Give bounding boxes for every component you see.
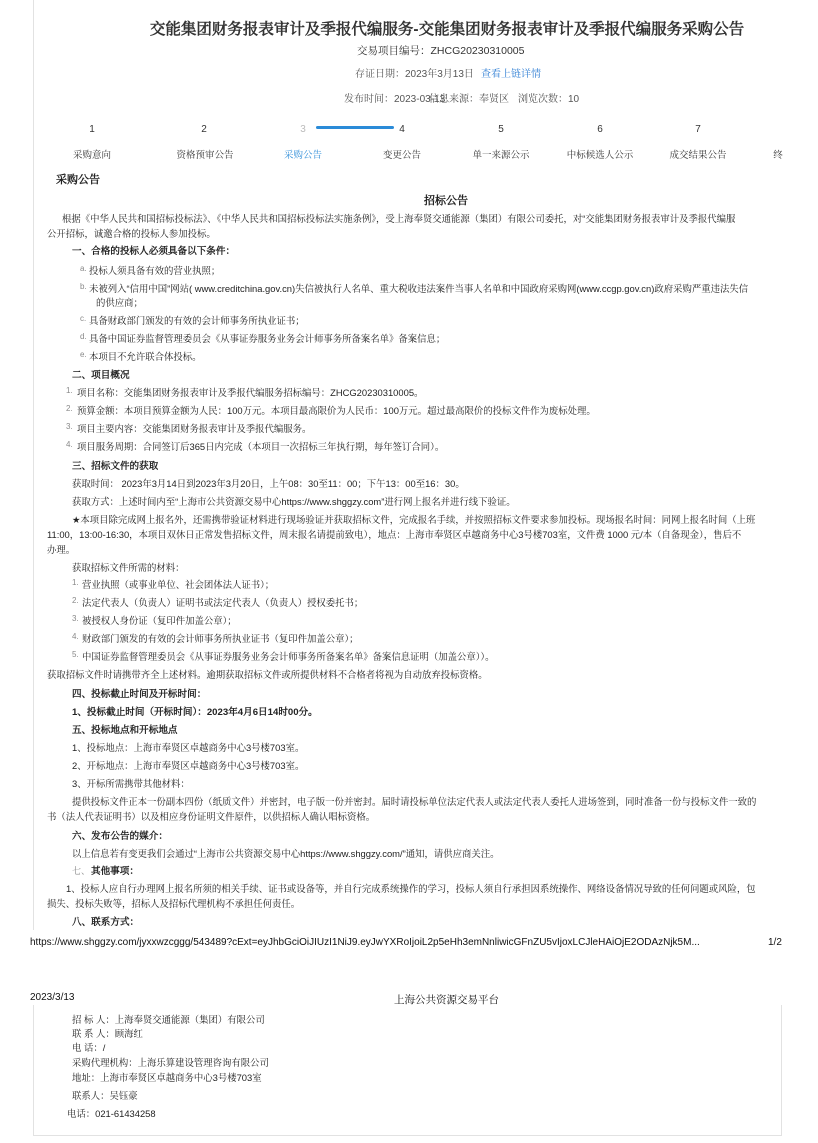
list-marker: b. — [80, 282, 87, 291]
page-number: 1/2 — [768, 937, 782, 948]
contact-line: 地址：上海市奉贤区卓越商务中心3号楼703室 — [72, 1072, 262, 1083]
location-note: 提供投标文件正本一份副本四份（纸质文件）并密封，电子版一份并密封。届时请投标单位法定代表人或法定代表人委托人进场签到，同时准备一份与投标文件一致的 — [72, 796, 757, 807]
list-item: 本项目不允许联合体投标。 — [89, 351, 202, 362]
step-single-source[interactable]: 单一来源公示 — [472, 150, 530, 161]
list-item: 项目主要内容：交能集团财务报表审计及季报代编服务。 — [77, 423, 312, 434]
acquisition-method: 获取方式：上述时间内至“上海市公共资源交易中心https://www.shggzy.com”进行网上报名并进行线下验证。 — [72, 496, 516, 507]
contact-line: 电话：021-61434258 — [67, 1108, 156, 1119]
list-item: 财政部门颁发的有效的会计师事务所执业证书（复印件加盖公章）； — [82, 633, 359, 644]
list-item: 具备中国证券监督管理委员会《从事证券服务业务会计师事务所备案名单》备案信息； — [89, 333, 446, 344]
list-item: 的供应商； — [96, 297, 143, 308]
step-number: 2 — [201, 124, 207, 135]
section-6-heading: 六、发布公告的媒介： — [72, 831, 168, 842]
step-number: 3 — [300, 124, 306, 135]
page-url: https://www.shggzy.com/jyxxwzcggg/543489?cExt=eyJhbGciOiJIUzI1NiJ9.eyJwYXRoIjoiL2p5eHh3emNnliwicGFnZU5vIjoxLCJleHAiOjE2ODAzNjk5M... — [30, 937, 700, 948]
list-marker: 4. — [66, 440, 73, 449]
list-marker: a. — [80, 264, 87, 273]
intro-text: 公开招标，诚邀合格的投标人参加投标。 — [47, 228, 216, 239]
acquisition-time: 获取时间： 2023年3月14日到2023年3月20日，上午08：30至11：00；下午13：00至16：30。 — [72, 478, 465, 489]
section-4-heading: 四、投标截止时间及开标时间： — [72, 689, 207, 700]
list-item: 营业执照（或事业单位、社会团体法人证书）； — [82, 579, 275, 590]
step-procurement-notice[interactable]: 采购公告 — [283, 150, 322, 161]
step-number: 6 — [597, 124, 603, 135]
other-matters-text: 1、投标人应自行办理网上报名所须的相关手续、证书或设备等，并自行完成系统操作的学习，投标人须自行承担因系统操作、网络设备情况导致的任何问题或风险，包 — [66, 883, 756, 894]
info-source: 信息来源：奉贤区 — [429, 94, 509, 105]
section-5-heading: 五、投标地点和开标地点 — [72, 725, 178, 736]
location-item: 1、投标地点：上海市奉贤区卓越商务中心3号楼703室。 — [72, 742, 305, 753]
deadline-text: 1、投标截止时间（开标时间）：2023年4月6日14时00分。 — [72, 707, 318, 718]
section-7-heading: 其他事项： — [91, 866, 139, 877]
location-item: 2、开标地点：上海市奉贤区卓越商务中心3号楼703室。 — [72, 760, 305, 771]
list-marker: 七、 — [72, 866, 91, 876]
onsite-notice: 11:00，13:00-16:30，本项目双休日正常发售招标文件，周末报名请提前致电），地点：上海市奉贤区卓越商务中心3号楼703室，文件费 1000 元/本（自备现金），售后不 — [47, 529, 742, 540]
step-number: 7 — [695, 124, 701, 135]
section-2-heading: 二、项目概况 — [72, 370, 130, 381]
print-date: 2023/3/13 — [30, 992, 75, 1003]
list-item: 项目服务周期：合同签订后365日内完成（本项目一次招标三年执行期，每年签订合同）。 — [77, 441, 445, 452]
list-marker: 3. — [66, 422, 73, 431]
step-change-notice[interactable]: 变更公告 — [382, 150, 421, 161]
contact-line: 电 话：/ — [72, 1042, 106, 1053]
project-number: 交易项目编号：ZHCG20230310005 — [357, 45, 525, 57]
view-count: 浏览次数：10 — [518, 94, 580, 105]
list-item: 未被列入“信用中国”网站( www.creditchina.gov.cn)失信被执行人名单、重大税收违法案件当事人名单和中国政府采购网(www.ccgp.gov.cn)政府采购严重违法失信 — [89, 283, 749, 294]
step-prequalification[interactable]: 资格预审公告 — [176, 150, 234, 161]
contact-line: 采购代理机构：上海乐算建设管理咨询有限公司 — [72, 1057, 269, 1068]
onsite-notice: 办理。 — [47, 544, 76, 555]
other-matters-text: 损失、投标失败等，招标人及招标代理机构不承担任何责任。 — [47, 898, 301, 909]
publish-time: 发布时间：2023-03-13 — [344, 94, 446, 105]
page-title: 交能集团财务报表审计及季报代编服务-交能集团财务报表审计及季报代编服务采购公告 — [149, 21, 745, 38]
notice-heading: 招标公告 — [424, 195, 468, 207]
list-marker: 5. — [72, 650, 79, 659]
list-item: 中国证券监督管理委员会《从事证券服务业务会计师事务所备案名单》备案信息证明（加盖公章））。 — [82, 651, 495, 662]
list-marker: 2. — [66, 404, 73, 413]
list-item: 被授权人身份证（复印件加盖公章）； — [82, 615, 237, 626]
section-1-heading: 一、合格的投标人必须具备以下条件： — [72, 246, 236, 257]
materials-note: 获取招标文件时请携带齐全上述材料。逾期获取招标文件或所提供材料不合格者将视为自动放弃投标资格。 — [47, 669, 488, 680]
contact-line: 联 系 人：顾海红 — [72, 1028, 143, 1039]
contact-line: 联系人：吴钰豪 — [72, 1090, 138, 1101]
location-item: 3、开标所需携带其他材料： — [72, 778, 190, 789]
list-item: 预算金额：本项目预算金额为人民：100万元。本项目最高限价为人民币：100万元。超过最高限价的投标文件作为废标处理。 — [77, 405, 596, 416]
location-note: 书（法人代表证明书）以及相应身份证明文件原件，以供招标人确认唱标资格。 — [47, 811, 376, 822]
list-marker: 3. — [72, 614, 79, 623]
onsite-notice: ★本项目除完成网上报名外，还需携带验证材料进行现场验证并获取招标文件，完成报名手续，并按照招标文件要求参加投标。现场报名时间：同网上报名时间（上班 — [72, 514, 756, 525]
step-purchase-intent[interactable]: 采购意向 — [72, 150, 111, 161]
list-marker: e. — [80, 350, 87, 359]
site-name: 上海公共资源交易平台 — [394, 994, 499, 1006]
list-marker: 2. — [72, 596, 79, 605]
chain-details-link[interactable]: 查看上链详情 — [481, 69, 541, 80]
step-result-notice[interactable]: 成交结果公告 — [669, 150, 727, 161]
list-item: 具备财政部门颁发的有效的会计师事务所执业证书； — [89, 315, 305, 326]
list-item: 投标人须具备有效的营业执照； — [89, 265, 221, 276]
section-title: 采购公告 — [56, 174, 100, 186]
intro-text: 根据《中华人民共和国招标投标法》、《中华人民共和国招标投标法实施条例》，受上海奉贤交通能源（集团）有限公司委托，对“交能集团财务报表审计及季报代编服 — [62, 213, 736, 224]
step-candidate-notice[interactable]: 中标候选人公示 — [566, 150, 634, 161]
media-text: 以上信息若有变更我们会通过“上海市公共资源交易中心https://www.shggzy.com/”通知，请供应商关注。 — [72, 848, 500, 859]
list-marker: d. — [80, 332, 87, 341]
list-marker: 1. — [72, 578, 79, 587]
step-termination[interactable]: 终 — [773, 150, 783, 161]
list-item: 项目名称：交能集团财务报表审计及季报代编服务招标编号：ZHCG20230310005。 — [77, 387, 424, 398]
step-number: 5 — [498, 124, 504, 135]
deposit-date: 存证日期：2023年3月13日 — [355, 69, 474, 80]
step-number: 1 — [89, 124, 95, 135]
list-item: 法定代表人（负责人）证明书或法定代表人（负责人）授权委托书； — [82, 597, 364, 608]
materials-heading: 获取招标文件所需的材料： — [72, 562, 185, 573]
list-marker: c. — [80, 314, 87, 323]
section-3-heading: 三、招标文件的获取 — [72, 461, 159, 472]
list-marker: 4. — [72, 632, 79, 641]
step-number: 4 — [399, 124, 405, 135]
contact-line: 招 标 人：上海奉贤交通能源（集团）有限公司 — [72, 1014, 265, 1025]
list-marker: 1. — [66, 386, 73, 395]
section-8-heading: 八、联系方式： — [72, 917, 140, 928]
